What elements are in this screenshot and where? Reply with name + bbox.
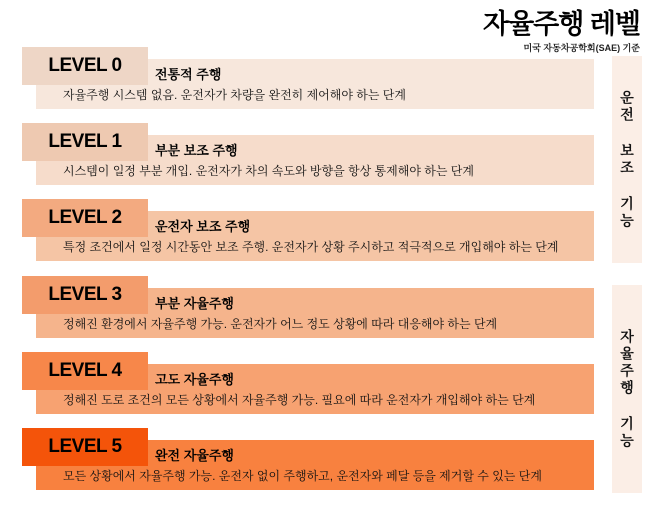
level-badge: LEVEL 1: [22, 123, 148, 161]
side-label-driver-assist: 운전 보조 기능: [612, 56, 642, 263]
level-row-4: [0, 352, 658, 416]
level-row-1: [0, 123, 658, 187]
level-row-2: [0, 199, 658, 263]
level-name: 전통적 주행: [155, 67, 222, 82]
level-description: 자율주행 시스템 없음. 운전자가 차량을 완전히 제어해야 하는 단계: [63, 88, 406, 102]
level-description: 시스템이 일정 부분 개입. 운전자가 차의 속도와 방향을 항상 통제해야 하는 단계: [63, 164, 474, 178]
level-row-3: [0, 276, 658, 340]
level-row-0: [0, 47, 658, 111]
level-description: 정해진 도로 조건의 모든 상황에서 자율주행 가능. 필요에 따라 운전자가 개입해야 하는 단계: [63, 393, 536, 407]
page-title: 자율주행 레벨: [483, 9, 640, 39]
level-description: 정해진 환경에서 자율주행 가능. 운전자가 어느 정도 상황에 따라 대응해야 하는 단계: [63, 317, 498, 331]
side-label-autonomous: 자율주행 기능: [612, 285, 642, 493]
level-name: 부분 자율주행: [155, 296, 234, 311]
level-badge: LEVEL 4: [22, 352, 148, 390]
level-description: 모든 상황에서 자율주행 가능. 운전자 없이 주행하고, 운전자와 페달 등을 제거할 수 있는 단계: [63, 469, 542, 483]
level-row-5: [0, 428, 658, 492]
level-badge: LEVEL 2: [22, 199, 148, 237]
level-name: 고도 자율주행: [155, 372, 234, 387]
page-subtitle: 미국 자동차공학회(SAE) 기준: [523, 43, 640, 54]
level-badge: LEVEL 0: [22, 47, 148, 85]
level-badge: LEVEL 5: [22, 428, 148, 466]
level-name: 완전 자율주행: [155, 448, 234, 463]
level-name: 운전자 보조 주행: [155, 219, 251, 234]
level-name: 부분 보조 주행: [155, 143, 238, 158]
level-description: 특정 조건에서 일정 시간동안 보조 주행. 운전자가 상황 주시하고 적극적으로 개입해야 하는 단계: [63, 240, 559, 254]
level-badge: LEVEL 3: [22, 276, 148, 314]
